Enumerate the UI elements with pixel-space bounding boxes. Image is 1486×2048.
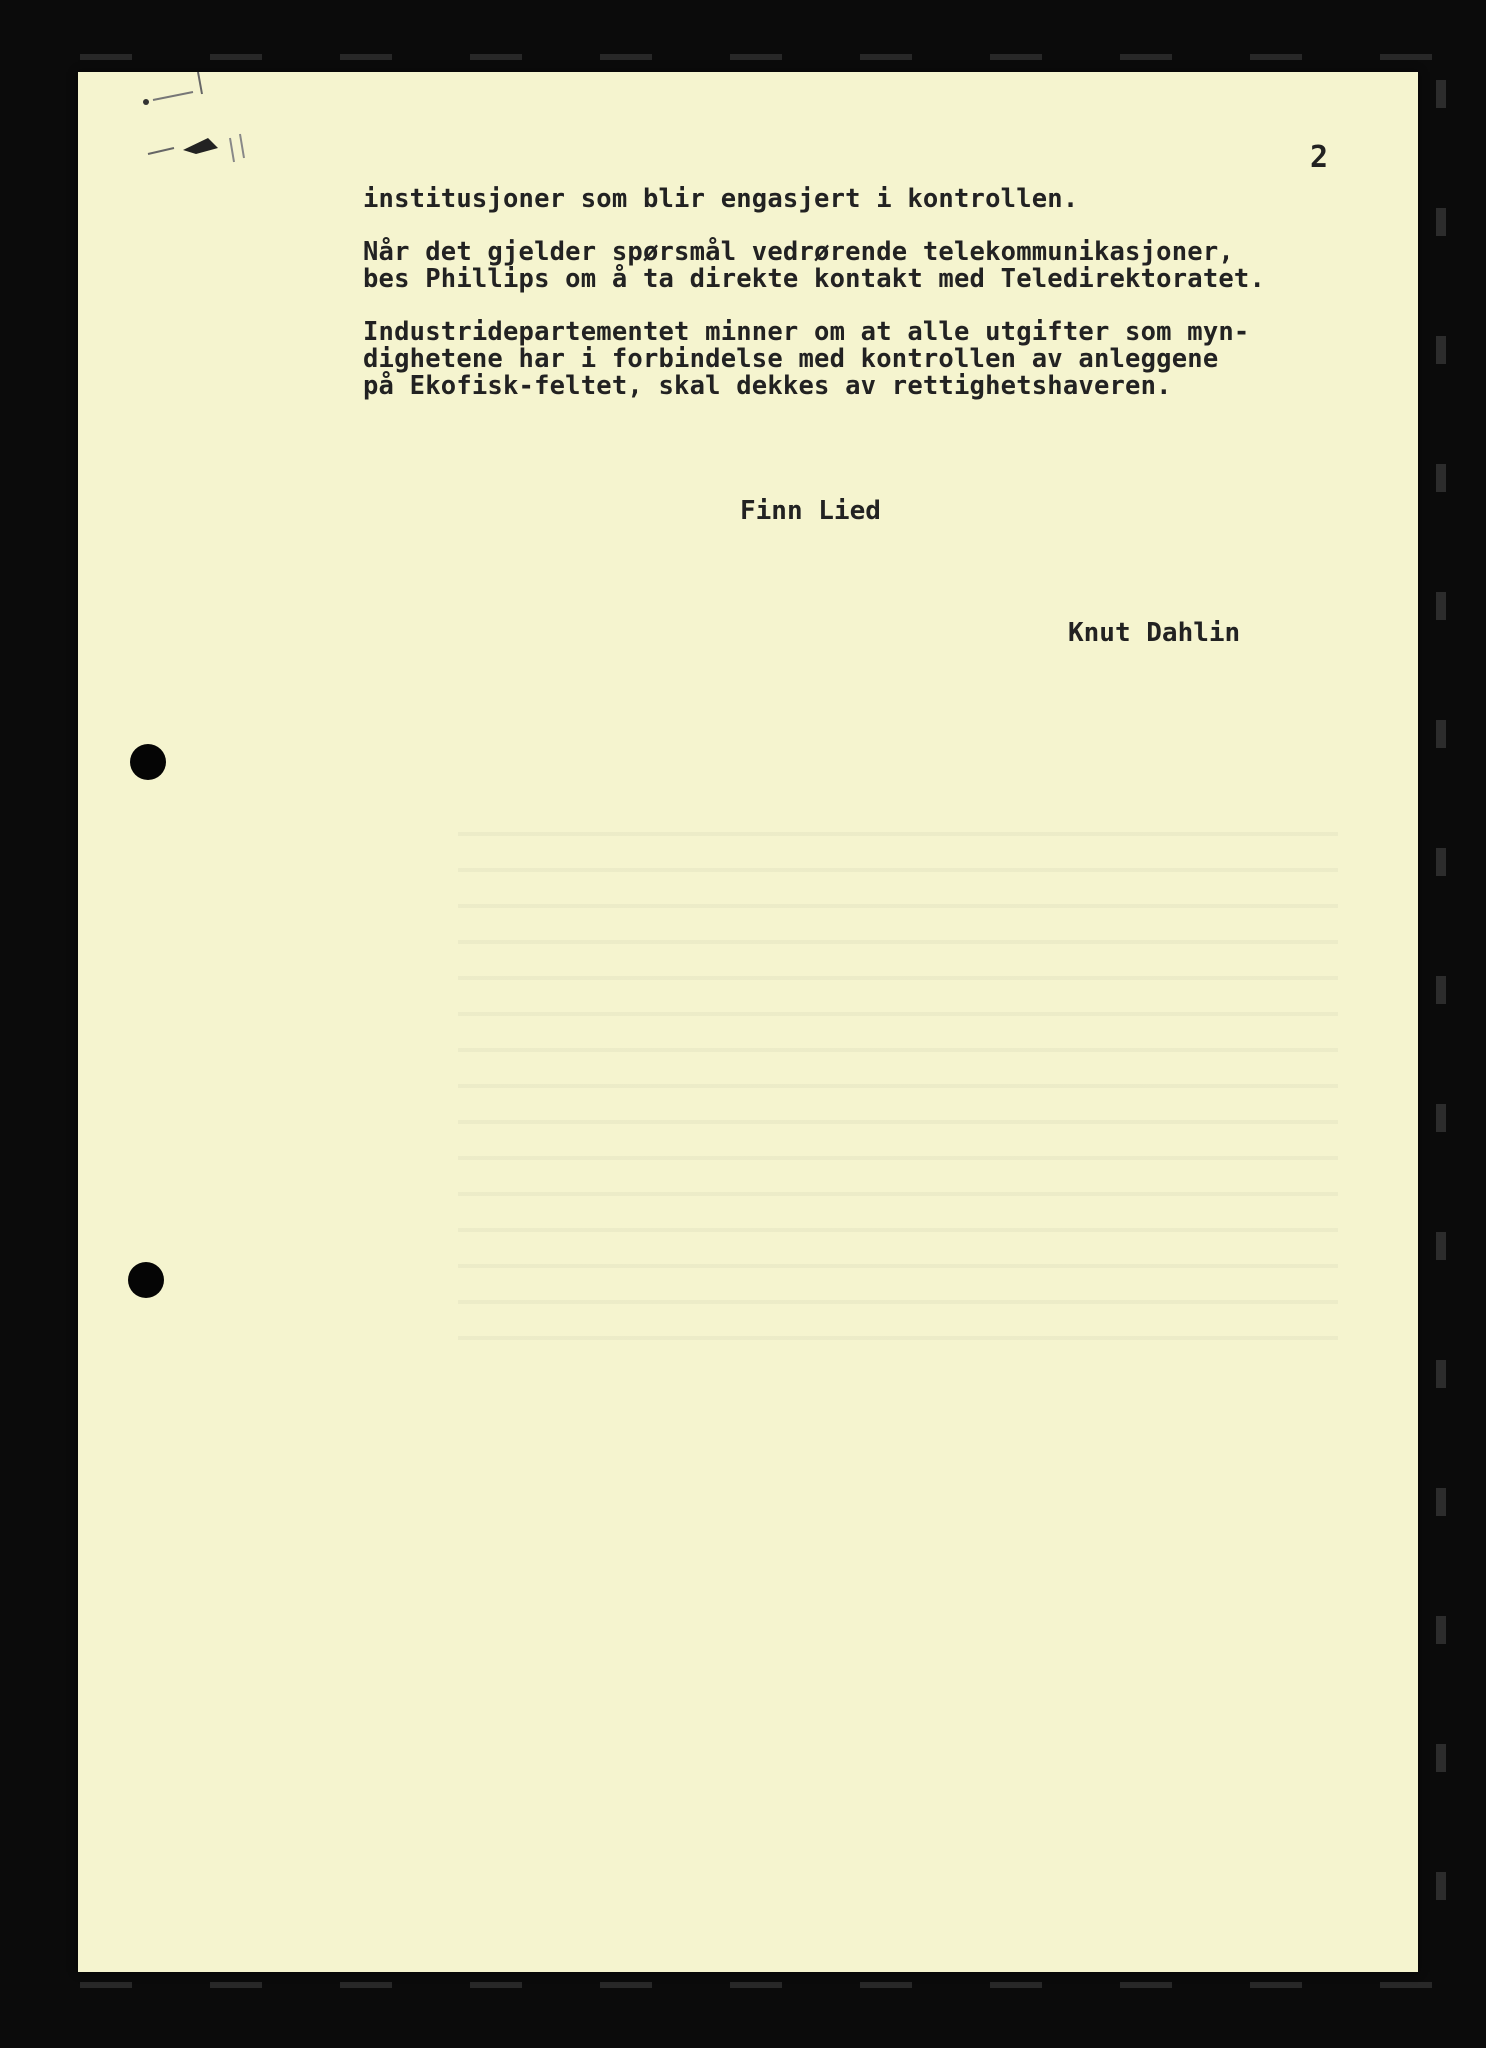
punch-hole-top [130, 744, 166, 780]
bottom-binder-ruler [80, 1982, 1466, 1988]
letter-body [363, 186, 1403, 426]
ink-smudge-mark [138, 72, 278, 182]
paragraph-2: Når det gjelder spørsmål vedrørende telekommunikasjoner, bes Phillips om å ta direkte kontakt med Teledirektoratet. [363, 237, 1266, 294]
paragraph-3: Industridepartementet minner om at alle utgifter som myn- dighetene har i forbindelse med kontrollen av anleggene på Ekofisk-feltet, skal dekkes av rettighetshaveren. [363, 317, 1250, 401]
signature-knut-dahlin: Knut Dahlin [1068, 618, 1241, 648]
punch-hole-bottom [128, 1262, 164, 1298]
right-edge-marks [1436, 80, 1446, 1980]
paragraph-1: institusjoner som blir engasjert i kontrollen. [363, 184, 1079, 214]
signature-finn-lied: Finn Lied [740, 496, 881, 526]
paper-page [78, 72, 1418, 1972]
page-number: 2 [1310, 140, 1329, 175]
faded-bleed-through [458, 832, 1338, 1352]
top-binder-ruler [80, 54, 1466, 60]
